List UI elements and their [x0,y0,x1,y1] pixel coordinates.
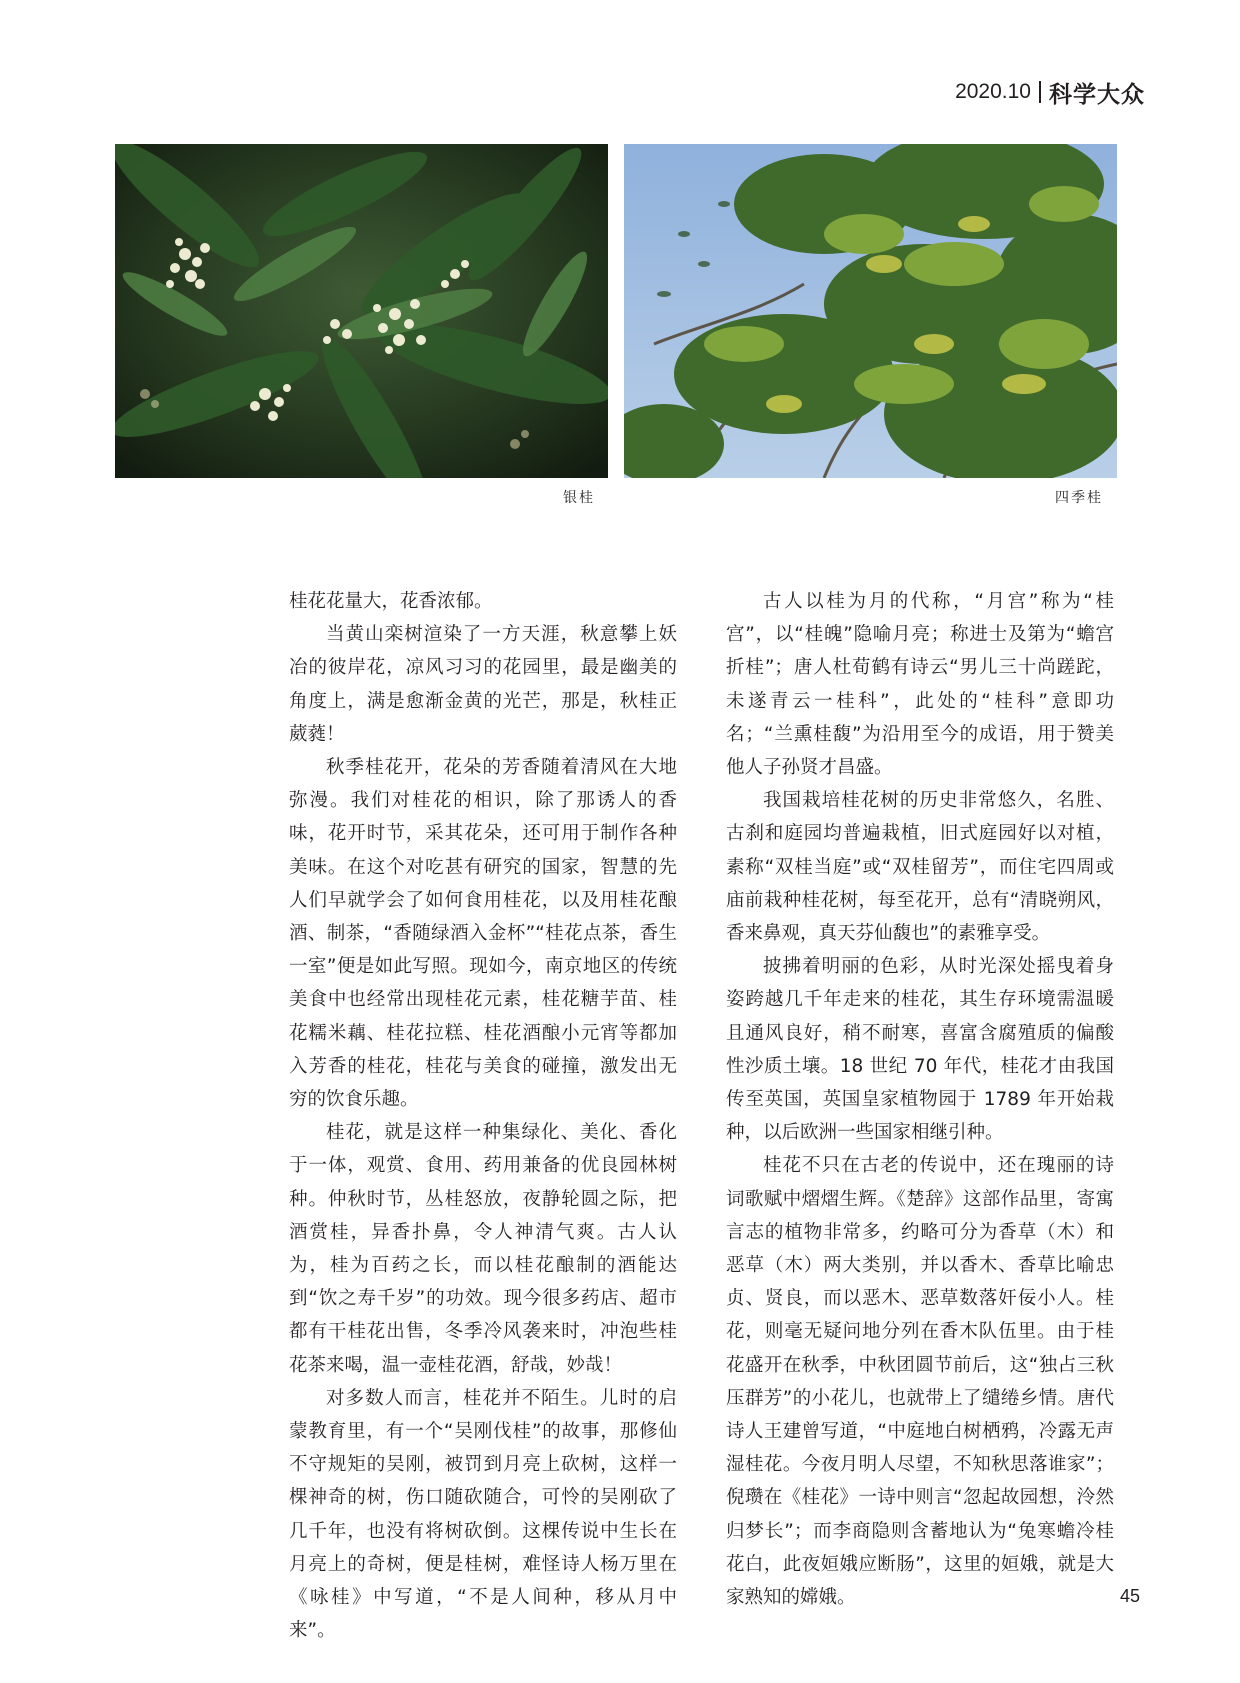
paragraph: 秋季桂花开，花朵的芳香随着清风在大地弥漫。我们对桂花的相识，除了那诱人的香味，花开时节，采其花朵，还可用于制作各种美味。在这个对吃甚有研究的国家，智慧的先人们早就学会了如何食用桂花，以及用桂花酿酒、制茶，“香随绿酒入金杯”“桂花点茶，香生一室”便是如此写照。现如今，南京地区的传统美食中也经常出现桂花元素，桂花糖芋苗、桂花糯米藕、桂花拉糕、桂花酒酿小元宵等都加入芳香的桂花，桂花与美食的碰撞，激发出无穷的饮食乐趣。 [289,757,677,1111]
figure-caption: 银桂 [563,490,595,506]
paragraph: 桂花，就是这样一种集绿化、美化、香化于一体，观赏、食用、药用兼备的优良园林树种。仲秋时节，丛桂怒放，夜静轮圆之际，把酒赏桂，异香扑鼻，令人神清气爽。古人认为，桂为百药之长，而以桂花酿制的酒能达到“饮之寿千岁”的功效。现今很多药店、超市都有干桂花出售，冬季冷风袭来时，冲泡些桂花茶来喝，温一壶桂花酒，舒哉，妙哉！ [289,1122,677,1376]
paragraph: 古人以桂为月的代称，“月宫”称为“桂宫”，以“桂魄”隐喻月亮；称进士及第为“蟾宫折桂”；唐人杜荀鹤有诗云“男儿三十尚蹉跎，未遂青云一桂科”，此处的“桂科”意即功名；“兰熏桂馥”为沿用至今的成语，用于赞美他人子孙贤才昌盛。 [726,591,1114,779]
page-header [955,74,1145,110]
paragraph: 桂花不只在古老的传说中，还在瑰丽的诗词歌赋中熠熠生辉。《楚辞》这部作品里，寄寓言志的植物非常多，约略可分为香草（木）和恶草（木）两大类别，并以香木、香草比喻忠贞、贤良，而以恶木、恶草数落奸佞小人。桂花，则毫无疑问地分列在香木队伍里。由于桂花盛开在秋季，中秋团圆节前后，这“独占三秋压群芳”的小花儿，也就带上了缱绻乡情。唐代诗人王建曾写道，“中庭地白树栖鸦，冷露无声湿桂花。今夜月明人尽望，不知秋思落谁家”；倪瓒在《桂花》一诗中则言“忽起故园想，泠然归梦长”；而李商隐则含蓄地认为“兔寒蟾冷桂花白，此夜姮娥应断肠”，这里的姮娥，就是大家熟知的嫦娥。 [726,1155,1114,1609]
text-column-left [289,585,677,1648]
osmanthus-tree-photo [624,144,1117,478]
paragraph: 披拂着明丽的色彩，从时光深处摇曳着身姿跨越几千年走来的桂花，其生存环境需温暖且通风良好，稍不耐寒，喜富含腐殖质的偏酸性沙质土壤。18 世纪 70 年代，桂花才由我国传至英国，英国皇家植物园于 1789 年开始栽种，以后欧洲一些国家相继引种。 [726,956,1114,1144]
osmanthus-flowers-photo [115,144,608,478]
text-column-right [726,585,1114,1614]
paragraph: 对多数人而言，桂花并不陌生。儿时的启蒙教育里，有一个“吴刚伐桂”的故事，那修仙不守规矩的吴刚，被罚到月亮上砍树，这样一棵神奇的树，伤口随砍随合，可怜的吴刚砍了几千年，也没有将树砍倒。这棵传说中生长在月亮上的奇树，便是桂树，难怪诗人杨万里在《咏桂》中写道，“不是人间种，移从月中来”。 [289,1387,677,1642]
paragraph: 我国栽培桂花树的历史非常悠久，名胜、古刹和庭园均普遍栽植，旧式庭园好以对植，素称“双桂当庭”或“双桂留芳”，而住宅四周或庙前栽种桂花树，每至花开，总有“清晓朔风，香来鼻观，真天芬仙馥也”的素雅享受。 [726,790,1114,945]
issue-date: 2020.10 [955,80,1031,103]
header-divider [1039,81,1041,103]
figure-caption: 四季桂 [1055,490,1103,506]
paragraph: 桂花花量大，花香浓郁。 [289,591,493,612]
page-number: 45 [1120,1586,1141,1606]
paragraph: 当黄山栾树渲染了一方天涯，秋意攀上妖冶的彼岸花，凉风习习的花园里，最是幽美的角度上，满是愈渐金黄的光芒，那是，秋桂正葳蕤！ [289,624,677,745]
magazine-title: 科学大众 [1049,80,1145,108]
